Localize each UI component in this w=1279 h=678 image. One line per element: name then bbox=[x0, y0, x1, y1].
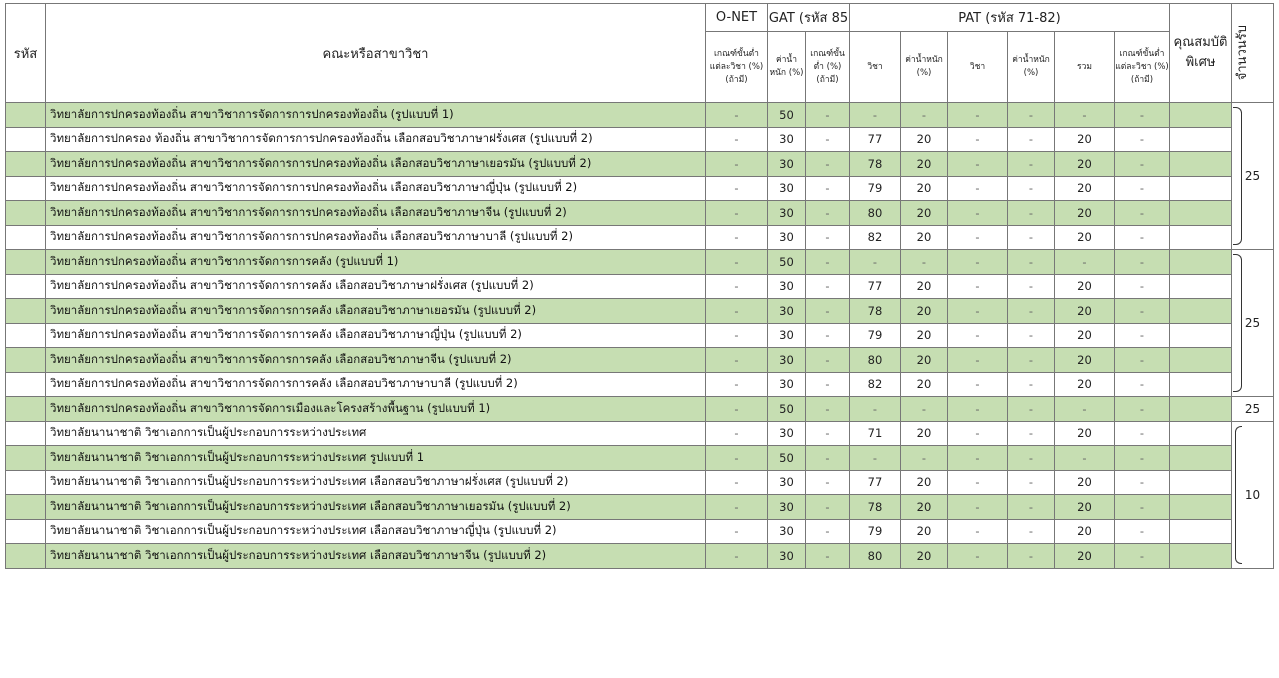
cell-gat-weight[interactable]: 30 bbox=[768, 127, 806, 152]
cell-pat-weight-1[interactable]: 20 bbox=[901, 152, 948, 177]
cell-onet-min[interactable]: - bbox=[706, 152, 768, 177]
cell-pat-total[interactable]: 20 bbox=[1055, 225, 1115, 250]
cell-pat-total[interactable]: 20 bbox=[1055, 421, 1115, 446]
cell-pat-subject-1[interactable]: 78 bbox=[850, 495, 901, 520]
table-row[interactable] bbox=[6, 470, 1274, 495]
cell-pat-total[interactable]: - bbox=[1055, 103, 1115, 128]
cell-gat-weight[interactable]: 30 bbox=[768, 225, 806, 250]
cell-pat-subject-1[interactable]: 77 bbox=[850, 470, 901, 495]
cell-pat-subject-2[interactable]: - bbox=[948, 470, 1008, 495]
cell-pat-min[interactable]: - bbox=[1115, 127, 1170, 152]
table-row[interactable] bbox=[6, 544, 1274, 569]
table-row[interactable] bbox=[6, 103, 1274, 128]
table-row[interactable] bbox=[6, 372, 1274, 397]
cell-pat-weight-1[interactable]: 20 bbox=[901, 299, 948, 324]
cell-pat-subject-1[interactable]: 82 bbox=[850, 372, 901, 397]
cell-pat-subject-1[interactable]: 77 bbox=[850, 127, 901, 152]
cell-pat-weight-1[interactable]: 20 bbox=[901, 127, 948, 152]
cell-gat-min[interactable]: - bbox=[806, 127, 850, 152]
header-onet-min: เกณฑ์ขั้นต่ำแต่ละวิชา (%) (ถ้ามี) bbox=[706, 32, 768, 103]
cell-code[interactable] bbox=[6, 397, 46, 422]
header-special: คุณสมบัติพิเศษ bbox=[1170, 4, 1232, 103]
cell-pat-weight-1[interactable]: - bbox=[901, 103, 948, 128]
header-onet: O-NET bbox=[706, 4, 768, 32]
cell-gat-weight[interactable]: 30 bbox=[768, 274, 806, 299]
cell-pat-subject-2[interactable]: - bbox=[948, 495, 1008, 520]
cell-pat-subject-2[interactable]: - bbox=[948, 397, 1008, 422]
table-row[interactable] bbox=[6, 225, 1274, 250]
cell-gat-min[interactable]: - bbox=[806, 250, 850, 275]
cell-gat-weight[interactable]: 50 bbox=[768, 103, 806, 128]
header-gat-min: เกณฑ์ขั้นต่ำ (%) (ถ้ามี) bbox=[806, 32, 850, 103]
cell-special[interactable] bbox=[1170, 152, 1232, 177]
quota-value: 25 bbox=[1244, 401, 1261, 416]
cell-code[interactable] bbox=[6, 348, 46, 373]
cell-onet-min[interactable]: - bbox=[706, 397, 768, 422]
cell-gat-min[interactable]: - bbox=[806, 299, 850, 324]
cell-code[interactable] bbox=[6, 250, 46, 275]
cell-pat-subject-1[interactable]: 77 bbox=[850, 274, 901, 299]
cell-code[interactable] bbox=[6, 495, 46, 520]
cell-code[interactable] bbox=[6, 544, 46, 569]
cell-gat-weight[interactable]: 50 bbox=[768, 446, 806, 471]
cell-faculty[interactable]: วิทยาลัยการปกครองท้องถิ่น สาขาวิชาการจัดการการคลัง เลือกสอบวิชาภาษาบาลี (รูปแบบที่ 2) bbox=[46, 372, 706, 397]
cell-pat-weight-2[interactable]: - bbox=[1008, 250, 1055, 275]
cell-pat-subject-1[interactable]: 80 bbox=[850, 544, 901, 569]
cell-pat-weight-1[interactable]: 20 bbox=[901, 201, 948, 226]
header-quota-label: จำนวนรับ bbox=[1235, 25, 1250, 81]
cell-pat-weight-2[interactable]: - bbox=[1008, 225, 1055, 250]
cell-pat-total[interactable]: 20 bbox=[1055, 372, 1115, 397]
cell-onet-min[interactable]: - bbox=[706, 470, 768, 495]
cell-gat-weight[interactable]: 30 bbox=[768, 348, 806, 373]
cell-pat-subject-2[interactable]: - bbox=[948, 348, 1008, 373]
cell-code[interactable] bbox=[6, 323, 46, 348]
cell-onet-min[interactable]: - bbox=[706, 225, 768, 250]
cell-pat-subject-1[interactable]: 79 bbox=[850, 323, 901, 348]
cell-pat-min[interactable]: - bbox=[1115, 397, 1170, 422]
cell-pat-weight-1[interactable]: 20 bbox=[901, 348, 948, 373]
cell-pat-weight-1[interactable]: 20 bbox=[901, 519, 948, 544]
cell-pat-subject-1[interactable]: 78 bbox=[850, 152, 901, 177]
cell-onet-min[interactable]: - bbox=[706, 421, 768, 446]
cell-code[interactable] bbox=[6, 372, 46, 397]
cell-code[interactable] bbox=[6, 299, 46, 324]
cell-pat-subject-2[interactable]: - bbox=[948, 152, 1008, 177]
cell-pat-weight-2[interactable]: - bbox=[1008, 299, 1055, 324]
cell-pat-subject-1[interactable]: 71 bbox=[850, 421, 901, 446]
cell-pat-min[interactable]: - bbox=[1115, 274, 1170, 299]
cell-pat-subject-1[interactable]: 79 bbox=[850, 519, 901, 544]
cell-pat-weight-1[interactable]: 20 bbox=[901, 372, 948, 397]
brace-icon bbox=[1235, 426, 1242, 564]
cell-onet-min[interactable]: - bbox=[706, 176, 768, 201]
cell-code[interactable] bbox=[6, 446, 46, 471]
cell-gat-min[interactable]: - bbox=[806, 274, 850, 299]
header-pat: PAT (รหัส 71-82) bbox=[850, 4, 1170, 32]
cell-special[interactable] bbox=[1170, 446, 1232, 471]
cell-pat-total[interactable]: 20 bbox=[1055, 176, 1115, 201]
cell-faculty[interactable]: วิทยาลัยนานาชาติ วิชาเอกการเป็นผู้ประกอบการระหว่างประเทศ เลือกสอบวิชาภาษาฝรั่งเศส (รูปแบบที่ 2) bbox=[46, 470, 706, 495]
cell-faculty[interactable]: วิทยาลัยนานาชาติ วิชาเอกการเป็นผู้ประกอบการระหว่างประเทศ bbox=[46, 421, 706, 446]
cell-gat-min[interactable]: - bbox=[806, 446, 850, 471]
cell-pat-subject-1[interactable]: - bbox=[850, 446, 901, 471]
table-row[interactable] bbox=[6, 127, 1274, 152]
cell-special[interactable] bbox=[1170, 250, 1232, 275]
cell-pat-weight-2[interactable]: - bbox=[1008, 544, 1055, 569]
cell-pat-weight-1[interactable]: 20 bbox=[901, 470, 948, 495]
cell-pat-min[interactable]: - bbox=[1115, 201, 1170, 226]
cell-pat-min[interactable]: - bbox=[1115, 495, 1170, 520]
cell-quota[interactable] bbox=[1232, 397, 1274, 422]
cell-quota[interactable] bbox=[1232, 103, 1274, 250]
cell-pat-weight-2[interactable]: - bbox=[1008, 372, 1055, 397]
cell-pat-total[interactable]: 20 bbox=[1055, 544, 1115, 569]
cell-code[interactable] bbox=[6, 225, 46, 250]
cell-gat-min[interactable]: - bbox=[806, 470, 850, 495]
cell-gat-min[interactable]: - bbox=[806, 519, 850, 544]
cell-onet-min[interactable]: - bbox=[706, 299, 768, 324]
cell-pat-min[interactable]: - bbox=[1115, 250, 1170, 275]
table-row[interactable] bbox=[6, 152, 1274, 177]
cell-pat-weight-2[interactable]: - bbox=[1008, 127, 1055, 152]
cell-gat-weight[interactable]: 30 bbox=[768, 299, 806, 324]
quota-value: 10 bbox=[1244, 487, 1261, 502]
cell-onet-min[interactable]: - bbox=[706, 495, 768, 520]
cell-gat-weight[interactable]: 30 bbox=[768, 372, 806, 397]
admission-table bbox=[5, 3, 1274, 569]
cell-pat-subject-1[interactable]: - bbox=[850, 250, 901, 275]
cell-gat-weight[interactable]: 30 bbox=[768, 323, 806, 348]
header-pat-subject-2: วิชา bbox=[948, 32, 1008, 103]
cell-pat-subject-2[interactable]: - bbox=[948, 372, 1008, 397]
cell-gat-min[interactable]: - bbox=[806, 348, 850, 373]
cell-onet-min[interactable]: - bbox=[706, 519, 768, 544]
header-faculty: คณะหรือสาขาวิชา bbox=[46, 4, 706, 103]
table-row[interactable] bbox=[6, 348, 1274, 373]
cell-gat-weight[interactable]: 30 bbox=[768, 495, 806, 520]
cell-code[interactable] bbox=[6, 127, 46, 152]
cell-special[interactable] bbox=[1170, 470, 1232, 495]
cell-pat-subject-2[interactable]: - bbox=[948, 201, 1008, 226]
cell-faculty[interactable]: วิทยาลัยการปกครองท้องถิ่น สาขาวิชาการจัดการเมืองและโครงสร้างพื้นฐาน (รูปแบบที่ 1) bbox=[46, 397, 706, 422]
cell-pat-weight-2[interactable]: - bbox=[1008, 103, 1055, 128]
cell-pat-weight-2[interactable]: - bbox=[1008, 397, 1055, 422]
cell-gat-weight[interactable]: 50 bbox=[768, 397, 806, 422]
cell-pat-weight-2[interactable]: - bbox=[1008, 323, 1055, 348]
table-row[interactable] bbox=[6, 519, 1274, 544]
cell-faculty[interactable]: วิทยาลัยการปกครองท้องถิ่น สาขาวิชาการจัดการการคลัง เลือกสอบวิชาภาษาเยอรมัน (รูปแบบที่ 2) bbox=[46, 299, 706, 324]
cell-pat-subject-1[interactable]: 79 bbox=[850, 176, 901, 201]
cell-faculty[interactable]: วิทยาลัยการปกครองท้องถิ่น สาขาวิชาการจัดการการปกครองท้องถิ่น เลือกสอบวิชาภาษาเยอรมัน (รูปแบบที่ 2) bbox=[46, 152, 706, 177]
cell-onet-min[interactable]: - bbox=[706, 372, 768, 397]
cell-pat-subject-2[interactable]: - bbox=[948, 323, 1008, 348]
cell-pat-subject-1[interactable]: 80 bbox=[850, 201, 901, 226]
cell-onet-min[interactable]: - bbox=[706, 250, 768, 275]
cell-pat-min[interactable]: - bbox=[1115, 103, 1170, 128]
cell-pat-subject-2[interactable]: - bbox=[948, 544, 1008, 569]
cell-pat-weight-1[interactable]: - bbox=[901, 250, 948, 275]
cell-special[interactable] bbox=[1170, 372, 1232, 397]
cell-pat-weight-1[interactable]: 20 bbox=[901, 323, 948, 348]
cell-special[interactable] bbox=[1170, 323, 1232, 348]
cell-faculty[interactable]: วิทยาลัยนานาชาติ วิชาเอกการเป็นผู้ประกอบการระหว่างประเทศ เลือกสอบวิชาภาษาเยอรมัน (รูปแบบที่ 2) bbox=[46, 495, 706, 520]
table-body bbox=[6, 103, 1274, 569]
cell-faculty[interactable]: วิทยาลัยการปกครองท้องถิ่น สาขาวิชาการจัดการการคลัง เลือกสอบวิชาภาษาญี่ปุ่น (รูปแบบที่ 2) bbox=[46, 323, 706, 348]
cell-gat-weight[interactable]: 30 bbox=[768, 421, 806, 446]
cell-gat-weight[interactable]: 30 bbox=[768, 152, 806, 177]
cell-onet-min[interactable]: - bbox=[706, 127, 768, 152]
cell-pat-weight-2[interactable]: - bbox=[1008, 495, 1055, 520]
cell-onet-min[interactable]: - bbox=[706, 274, 768, 299]
cell-special[interactable] bbox=[1170, 127, 1232, 152]
header-pat-subject-1: วิชา bbox=[850, 32, 901, 103]
cell-faculty[interactable]: วิทยาลัยการปกครองท้องถิ่น สาขาวิชาการจัดการการปกครองท้องถิ่น เลือกสอบวิชาภาษาญี่ปุ่น (รูปแบบที่ 2) bbox=[46, 176, 706, 201]
cell-gat-min[interactable]: - bbox=[806, 201, 850, 226]
cell-gat-min[interactable]: - bbox=[806, 372, 850, 397]
header-pat-weight-1: ค่าน้ำหนัก (%) bbox=[901, 32, 948, 103]
cell-pat-min[interactable]: - bbox=[1115, 348, 1170, 373]
cell-pat-min[interactable]: - bbox=[1115, 372, 1170, 397]
cell-gat-weight[interactable]: 30 bbox=[768, 470, 806, 495]
cell-code[interactable] bbox=[6, 103, 46, 128]
cell-pat-min[interactable]: - bbox=[1115, 519, 1170, 544]
cell-special[interactable] bbox=[1170, 299, 1232, 324]
cell-gat-min[interactable]: - bbox=[806, 421, 850, 446]
cell-gat-min[interactable]: - bbox=[806, 152, 850, 177]
header-pat-min: เกณฑ์ขั้นต่ำแต่ละวิชา (%) (ถ้ามี) bbox=[1115, 32, 1170, 103]
cell-pat-subject-2[interactable]: - bbox=[948, 176, 1008, 201]
cell-gat-min[interactable]: - bbox=[806, 544, 850, 569]
cell-faculty[interactable]: วิทยาลัยการปกครองท้องถิ่น สาขาวิชาการจัดการการปกครองท้องถิ่น เลือกสอบวิชาภาษาจีน (รูปแบบที่ 2) bbox=[46, 201, 706, 226]
header-pat-weight-2: ค่าน้ำหนัก (%) bbox=[1008, 32, 1055, 103]
cell-gat-weight[interactable]: 30 bbox=[768, 519, 806, 544]
cell-pat-weight-1[interactable]: 20 bbox=[901, 176, 948, 201]
cell-faculty[interactable]: วิทยาลัยการปกครองท้องถิ่น สาขาวิชาการจัดการการคลัง (รูปแบบที่ 1) bbox=[46, 250, 706, 275]
cell-pat-weight-2[interactable]: - bbox=[1008, 201, 1055, 226]
cell-pat-weight-1[interactable]: - bbox=[901, 397, 948, 422]
cell-pat-subject-1[interactable]: - bbox=[850, 103, 901, 128]
brace-icon bbox=[1233, 254, 1242, 392]
cell-pat-subject-2[interactable]: - bbox=[948, 421, 1008, 446]
cell-special[interactable] bbox=[1170, 397, 1232, 422]
cell-pat-total[interactable]: 20 bbox=[1055, 127, 1115, 152]
cell-special[interactable] bbox=[1170, 201, 1232, 226]
cell-pat-weight-1[interactable]: - bbox=[901, 446, 948, 471]
cell-onet-min[interactable]: - bbox=[706, 348, 768, 373]
table-row[interactable] bbox=[6, 495, 1274, 520]
cell-pat-weight-1[interactable]: 20 bbox=[901, 274, 948, 299]
cell-pat-subject-1[interactable]: 78 bbox=[850, 299, 901, 324]
cell-special[interactable] bbox=[1170, 495, 1232, 520]
cell-pat-min[interactable]: - bbox=[1115, 225, 1170, 250]
cell-pat-subject-2[interactable]: - bbox=[948, 519, 1008, 544]
cell-faculty[interactable]: วิทยาลัยการปกครอง ท้องถิ่น สาขาวิชาการจัดการการปกครองท้องถิ่น เลือกสอบวิชาภาษาฝรั่งเศส (รูปแบบที่ 2) bbox=[46, 127, 706, 152]
cell-special[interactable] bbox=[1170, 225, 1232, 250]
brace-icon bbox=[1233, 107, 1242, 245]
cell-pat-subject-2[interactable]: - bbox=[948, 250, 1008, 275]
cell-gat-weight[interactable]: 30 bbox=[768, 176, 806, 201]
cell-special[interactable] bbox=[1170, 519, 1232, 544]
header-code: รหัส bbox=[6, 4, 46, 103]
cell-special[interactable] bbox=[1170, 176, 1232, 201]
cell-faculty[interactable]: วิทยาลัยการปกครองท้องถิ่น สาขาวิชาการจัดการการปกครองท้องถิ่น เลือกสอบวิชาภาษาบาลี (รูปแบบที่ 2) bbox=[46, 225, 706, 250]
cell-pat-weight-1[interactable]: 20 bbox=[901, 495, 948, 520]
cell-code[interactable] bbox=[6, 274, 46, 299]
cell-special[interactable] bbox=[1170, 421, 1232, 446]
cell-onet-min[interactable]: - bbox=[706, 544, 768, 569]
cell-pat-total[interactable]: - bbox=[1055, 397, 1115, 422]
cell-pat-total[interactable]: 20 bbox=[1055, 495, 1115, 520]
cell-onet-min[interactable]: - bbox=[706, 103, 768, 128]
cell-pat-min[interactable]: - bbox=[1115, 176, 1170, 201]
cell-pat-subject-2[interactable]: - bbox=[948, 103, 1008, 128]
cell-pat-weight-2[interactable]: - bbox=[1008, 348, 1055, 373]
header-pat-total: รวม bbox=[1055, 32, 1115, 103]
quota-value: 25 bbox=[1244, 316, 1261, 330]
cell-pat-subject-1[interactable]: 80 bbox=[850, 348, 901, 373]
cell-pat-weight-2[interactable]: - bbox=[1008, 152, 1055, 177]
header-quota bbox=[1232, 4, 1274, 103]
table-row[interactable] bbox=[6, 421, 1274, 446]
header-gat-weight: ค่าน้ำหนัก (%) bbox=[768, 32, 806, 103]
cell-pat-weight-1[interactable]: 20 bbox=[901, 544, 948, 569]
cell-pat-total[interactable]: 20 bbox=[1055, 152, 1115, 177]
cell-code[interactable] bbox=[6, 176, 46, 201]
cell-pat-min[interactable]: - bbox=[1115, 446, 1170, 471]
cell-pat-weight-2[interactable]: - bbox=[1008, 470, 1055, 495]
cell-gat-min[interactable]: - bbox=[806, 323, 850, 348]
cell-faculty[interactable]: วิทยาลัยการปกครองท้องถิ่น สาขาวิชาการจัดการการคลัง เลือกสอบวิชาภาษาฝรั่งเศส (รูปแบบที่ 2) bbox=[46, 274, 706, 299]
cell-code[interactable] bbox=[6, 519, 46, 544]
cell-onet-min[interactable]: - bbox=[706, 446, 768, 471]
cell-pat-min[interactable]: - bbox=[1115, 470, 1170, 495]
cell-pat-min[interactable]: - bbox=[1115, 421, 1170, 446]
cell-faculty[interactable]: วิทยาลัยการปกครองท้องถิ่น สาขาวิชาการจัดการการปกครองท้องถิ่น (รูปแบบที่ 1) bbox=[46, 103, 706, 128]
cell-pat-min[interactable]: - bbox=[1115, 299, 1170, 324]
cell-pat-weight-1[interactable]: 20 bbox=[901, 225, 948, 250]
table-row[interactable] bbox=[6, 250, 1274, 275]
cell-pat-total[interactable]: 20 bbox=[1055, 323, 1115, 348]
table-row[interactable] bbox=[6, 176, 1274, 201]
header-gat: GAT (รหัส 85 bbox=[768, 4, 850, 32]
cell-code[interactable] bbox=[6, 152, 46, 177]
cell-pat-total[interactable]: 20 bbox=[1055, 470, 1115, 495]
cell-gat-weight[interactable]: 30 bbox=[768, 201, 806, 226]
cell-pat-weight-2[interactable]: - bbox=[1008, 176, 1055, 201]
cell-gat-min[interactable]: - bbox=[806, 397, 850, 422]
cell-pat-total[interactable]: 20 bbox=[1055, 519, 1115, 544]
quota-value: 25 bbox=[1244, 169, 1261, 183]
cell-pat-subject-2[interactable]: - bbox=[948, 299, 1008, 324]
cell-special[interactable] bbox=[1170, 103, 1232, 128]
table-row[interactable] bbox=[6, 446, 1274, 471]
cell-faculty[interactable]: วิทยาลัยนานาชาติ วิชาเอกการเป็นผู้ประกอบการระหว่างประเทศ เลือกสอบวิชาภาษาญี่ปุ่น (รูปแบบที่ 2) bbox=[46, 519, 706, 544]
cell-pat-total[interactable]: - bbox=[1055, 250, 1115, 275]
table-row[interactable] bbox=[6, 274, 1274, 299]
cell-pat-min[interactable]: - bbox=[1115, 544, 1170, 569]
cell-pat-min[interactable]: - bbox=[1115, 152, 1170, 177]
cell-pat-total[interactable]: 20 bbox=[1055, 201, 1115, 226]
cell-pat-min[interactable]: - bbox=[1115, 323, 1170, 348]
cell-pat-subject-2[interactable]: - bbox=[948, 225, 1008, 250]
cell-pat-weight-2[interactable]: - bbox=[1008, 446, 1055, 471]
cell-special[interactable] bbox=[1170, 274, 1232, 299]
cell-pat-total[interactable]: 20 bbox=[1055, 348, 1115, 373]
cell-pat-weight-2[interactable]: - bbox=[1008, 519, 1055, 544]
cell-faculty[interactable]: วิทยาลัยนานาชาติ วิชาเอกการเป็นผู้ประกอบการระหว่างประเทศ เลือกสอบวิชาภาษาจีน (รูปแบบที่ 2) bbox=[46, 544, 706, 569]
cell-quota[interactable] bbox=[1232, 250, 1274, 397]
cell-pat-weight-1[interactable]: 20 bbox=[901, 421, 948, 446]
cell-pat-total[interactable]: - bbox=[1055, 446, 1115, 471]
cell-pat-subject-1[interactable]: - bbox=[850, 397, 901, 422]
cell-quota[interactable] bbox=[1232, 421, 1274, 568]
cell-gat-min[interactable]: - bbox=[806, 103, 850, 128]
cell-code[interactable] bbox=[6, 421, 46, 446]
table-row[interactable] bbox=[6, 201, 1274, 226]
cell-pat-total[interactable]: 20 bbox=[1055, 299, 1115, 324]
cell-onet-min[interactable]: - bbox=[706, 201, 768, 226]
cell-gat-min[interactable]: - bbox=[806, 225, 850, 250]
cell-pat-weight-2[interactable]: - bbox=[1008, 421, 1055, 446]
cell-onet-min[interactable]: - bbox=[706, 323, 768, 348]
cell-faculty[interactable]: วิทยาลัยการปกครองท้องถิ่น สาขาวิชาการจัดการการคลัง เลือกสอบวิชาภาษาจีน (รูปแบบที่ 2) bbox=[46, 348, 706, 373]
cell-gat-weight[interactable]: 30 bbox=[768, 544, 806, 569]
cell-code[interactable] bbox=[6, 470, 46, 495]
cell-faculty[interactable]: วิทยาลัยนานาชาติ วิชาเอกการเป็นผู้ประกอบการระหว่างประเทศ รูปแบบที่ 1 bbox=[46, 446, 706, 471]
cell-gat-min[interactable]: - bbox=[806, 495, 850, 520]
cell-pat-subject-1[interactable]: 82 bbox=[850, 225, 901, 250]
cell-special[interactable] bbox=[1170, 544, 1232, 569]
cell-pat-subject-2[interactable]: - bbox=[948, 127, 1008, 152]
cell-gat-weight[interactable]: 50 bbox=[768, 250, 806, 275]
cell-gat-min[interactable]: - bbox=[806, 176, 850, 201]
cell-pat-subject-2[interactable]: - bbox=[948, 274, 1008, 299]
table-row[interactable] bbox=[6, 299, 1274, 324]
cell-pat-subject-2[interactable]: - bbox=[948, 446, 1008, 471]
cell-pat-total[interactable]: 20 bbox=[1055, 274, 1115, 299]
table-row[interactable] bbox=[6, 323, 1274, 348]
cell-special[interactable] bbox=[1170, 348, 1232, 373]
table-row[interactable] bbox=[6, 397, 1274, 422]
cell-pat-weight-2[interactable]: - bbox=[1008, 274, 1055, 299]
cell-code[interactable] bbox=[6, 201, 46, 226]
spreadsheet bbox=[5, 3, 1274, 569]
